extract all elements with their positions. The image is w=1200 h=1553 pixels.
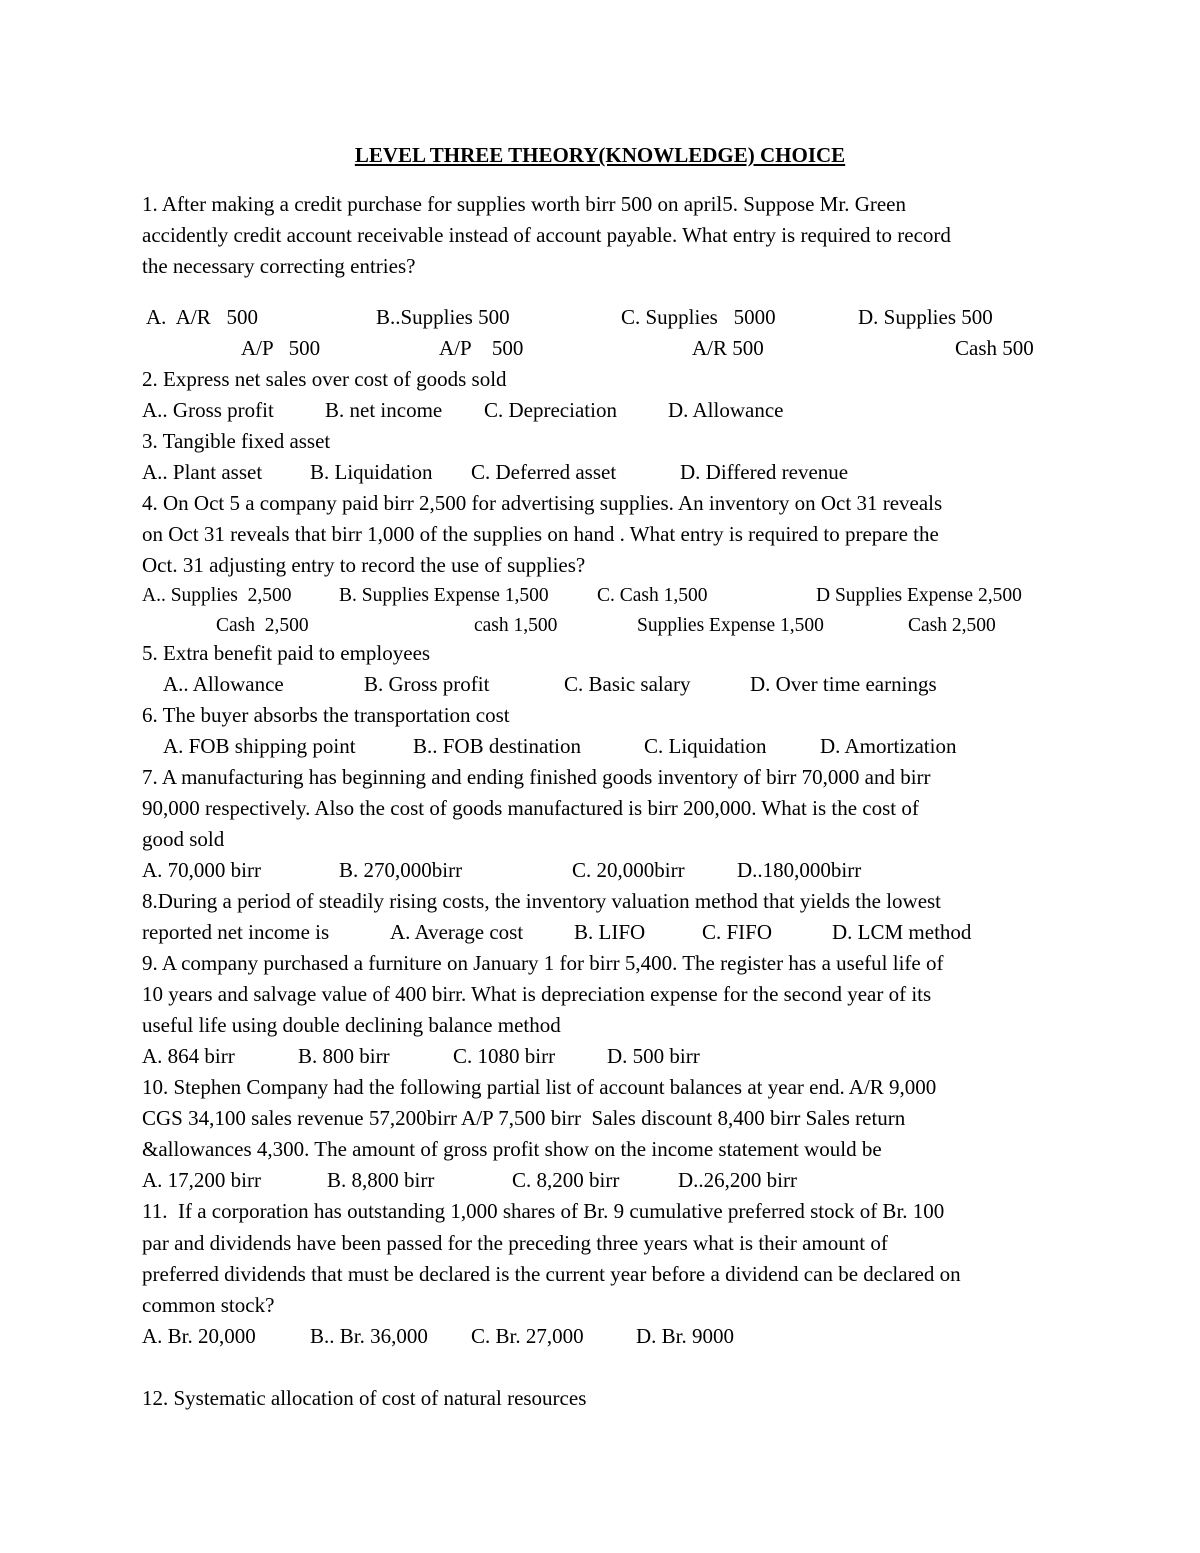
option-d: D. Supplies 500 [858, 305, 993, 329]
option-b: B.. Br. 36,000 [310, 1324, 428, 1348]
option-b: B. 800 birr [298, 1044, 390, 1068]
question-9-stem: useful life using double declining balance method [142, 1013, 561, 1037]
question-7-stem: 7. A manufacturing has beginning and ending finished goods inventory of birr 70,000 and birr [142, 765, 931, 789]
question-10-stem: 10. Stephen Company had the following partial list of account balances at year end. A/R 9,000 [142, 1075, 937, 1099]
question-11-stem: 11. If a corporation has outstanding 1,000 shares of Br. 9 cumulative preferred stock of Br. 100 [142, 1199, 945, 1223]
question-11-stem: par and dividends have been passed for the preceding three years what is their amount of [142, 1231, 888, 1255]
question-5-stem: 5. Extra benefit paid to employees [142, 641, 431, 665]
question-1-options [0, 333, 1200, 364]
option-d: D Supplies Expense 2,500 [816, 585, 1022, 606]
question-10-stem: CGS 34,100 sales revenue 57,200birr A/P 7,500 birr Sales discount 8,400 birr Sales return [142, 1106, 906, 1130]
option-b: B.. FOB destination [413, 734, 582, 758]
question-6-options [0, 731, 1200, 762]
question-4-stem: 4. On Oct 5 a company paid birr 2,500 for advertising supplies. An inventory on Oct 31 reveals [142, 491, 943, 515]
question-3-options [0, 457, 1200, 488]
option-a: A.. Supplies 2,500 [142, 585, 292, 606]
question-7-stem: good sold [142, 827, 225, 851]
option-c: C. 8,200 birr [512, 1168, 620, 1192]
question-2-stem: 2. Express net sales over cost of goods sold [142, 367, 507, 391]
option-b: B. Gross profit [364, 672, 490, 696]
question-4-stem: on Oct 31 reveals that birr 1,000 of the supplies on hand . What entry is required to prepare the [142, 522, 939, 546]
question-1-options [0, 302, 1200, 333]
option-d: D..180,000birr [737, 858, 862, 882]
question-8-stem-end: reported net income is [142, 920, 330, 944]
question-1-stem: accidently credit account receivable instead of account payable. What entry is required to record [142, 223, 951, 247]
option-d: D. LCM method [832, 920, 972, 944]
option-b: B. 8,800 birr [327, 1168, 435, 1192]
question-8-stem: 8.During a period of steadily rising costs, the inventory valuation method that yields the lowest [142, 889, 942, 913]
question-4-stem: Oct. 31 adjusting entry to record the use of supplies? [142, 553, 586, 577]
question-1-stem: the necessary correcting entries? [142, 254, 416, 278]
option-d: D..26,200 birr [678, 1168, 797, 1192]
option-b: B. net income [325, 398, 443, 422]
option-c: C. Deferred asset [471, 460, 617, 484]
option-a: A.. Plant asset [142, 460, 263, 484]
option-b: B. Supplies Expense 1,500 [339, 585, 549, 606]
question-9-stem: 9. A company purchased a furniture on January 1 for birr 5,400. The register has a useful life of [142, 951, 944, 975]
option-d: D. Amortization [820, 734, 957, 758]
question-5-options [0, 669, 1200, 700]
question-6-stem: 6. The buyer absorbs the transportation cost [142, 703, 510, 727]
option-d: D. 500 birr [607, 1044, 700, 1068]
option-b: B. Liquidation [310, 460, 433, 484]
option-c: C. Basic salary [564, 672, 691, 696]
option-c: C. Cash 1,500 [597, 585, 708, 606]
option-c: C. Liquidation [644, 734, 767, 758]
question-2-options [0, 395, 1200, 426]
question-12-stem: 12. Systematic allocation of cost of natural resources [142, 1386, 587, 1410]
question-11-stem: common stock? [142, 1293, 275, 1317]
option-a-credit: A/P 500 [241, 336, 321, 360]
question-4-options [0, 610, 1200, 641]
option-c: C. Supplies 5000 [621, 305, 776, 329]
option-a-credit: Cash 2,500 [216, 615, 309, 636]
page-title: LEVEL THREE THEORY(KNOWLEDGE) CHOICE [354, 143, 846, 167]
question-9-options [0, 1041, 1200, 1072]
question-11-stem: preferred dividends that must be declared is the current year before a dividend can be declared on [142, 1262, 961, 1286]
option-c-credit: Supplies Expense 1,500 [637, 615, 824, 636]
option-b-credit: cash 1,500 [474, 615, 558, 636]
option-a: A.. Allowance [163, 672, 284, 696]
option-c: C. Br. 27,000 [471, 1324, 584, 1348]
question-8-options [0, 917, 1200, 948]
option-a: A. Average cost [390, 920, 524, 944]
option-a: A. 864 birr [142, 1044, 235, 1068]
question-11-options [0, 1321, 1200, 1352]
option-c: C. 20,000birr [572, 858, 685, 882]
question-1-stem: 1. After making a credit purchase for supplies worth birr 500 on april5. Suppose Mr. Green [142, 192, 906, 216]
question-9-stem: 10 years and salvage value of 400 birr. What is depreciation expense for the second year of its [142, 982, 932, 1006]
question-4-options [0, 580, 1200, 611]
option-a: A. Br. 20,000 [142, 1324, 256, 1348]
option-c: C. FIFO [702, 920, 773, 944]
question-3-stem: 3. Tangible fixed asset [142, 429, 331, 453]
option-d-credit: Cash 500 [955, 336, 1034, 360]
option-a: A. A/R 500 [146, 305, 259, 329]
option-b: B. LIFO [574, 920, 646, 944]
question-10-options [0, 1165, 1200, 1196]
option-d: D. Br. 9000 [636, 1324, 735, 1348]
question-7-stem: 90,000 respectively. Also the cost of goods manufactured is birr 200,000. What is the cost of [142, 796, 919, 820]
option-d: D. Over time earnings [750, 672, 937, 696]
option-a: A.. Gross profit [142, 398, 274, 422]
option-c: C. Depreciation [484, 398, 617, 422]
option-b: B. 270,000birr [339, 858, 463, 882]
option-c-credit: A/R 500 [692, 336, 764, 360]
option-d-credit: Cash 2,500 [908, 615, 996, 636]
option-b-credit: A/P 500 [439, 336, 524, 360]
option-a: A. FOB shipping point [163, 734, 356, 758]
option-d: D. Allowance [668, 398, 784, 422]
option-d: D. Differed revenue [680, 460, 849, 484]
option-b: B..Supplies 500 [376, 305, 510, 329]
option-c: C. 1080 birr [453, 1044, 556, 1068]
option-a: A. 70,000 birr [142, 858, 261, 882]
question-7-options [0, 855, 1200, 886]
option-a: A. 17,200 birr [142, 1168, 261, 1192]
question-10-stem: &allowances 4,300. The amount of gross profit show on the income statement would be [142, 1137, 882, 1161]
